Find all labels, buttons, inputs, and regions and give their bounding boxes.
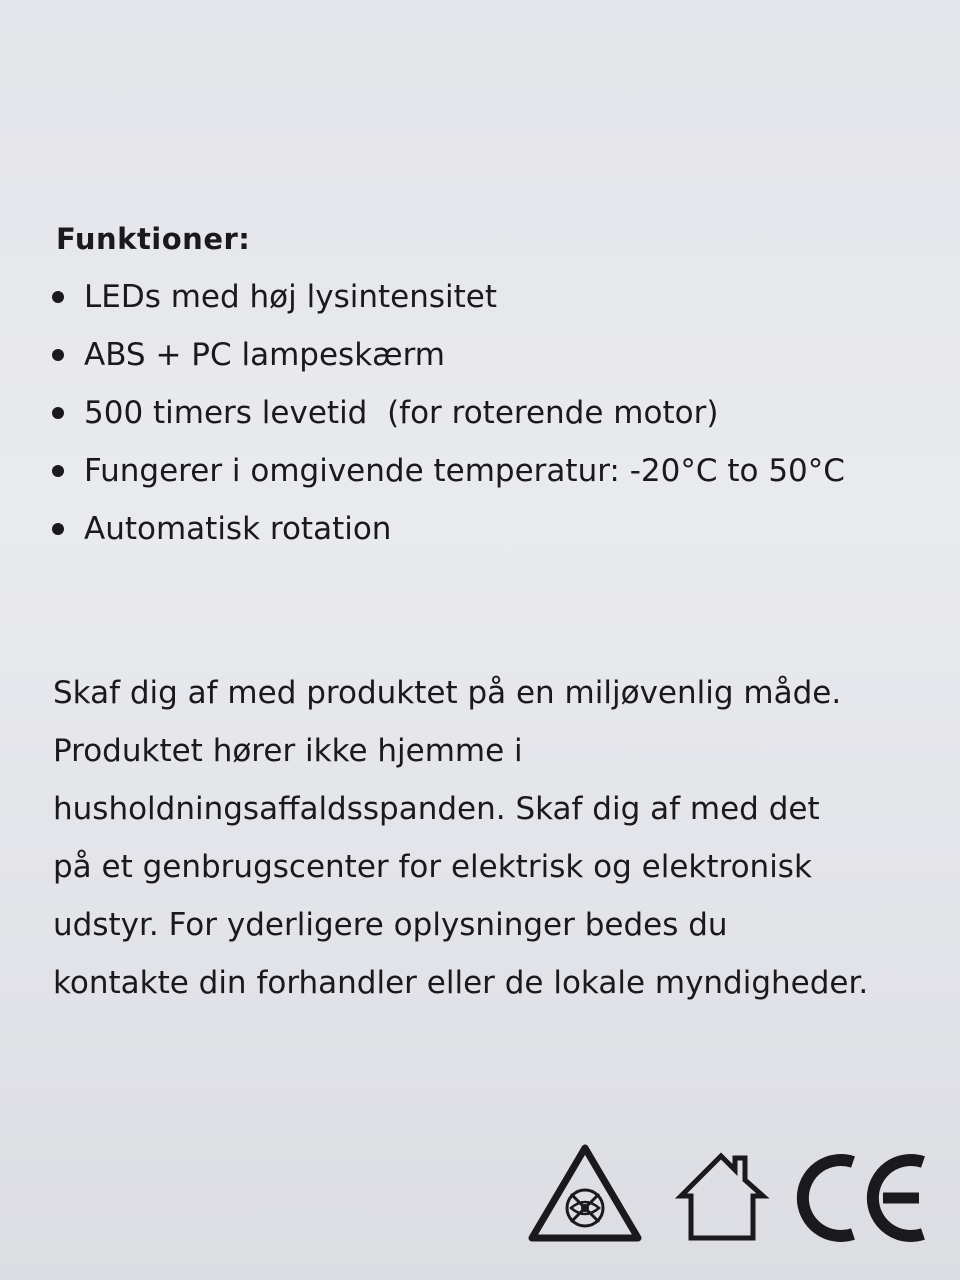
certification-symbols: [525, 1140, 935, 1250]
paragraph-line: husholdningsaffaldsspanden. Skaf dig af med det: [53, 791, 820, 827]
disposal-paragraph: [53, 664, 868, 1012]
list-item-text: LEDs med høj lysintensitet: [84, 279, 498, 315]
ce-mark-icon: [795, 1148, 935, 1248]
list-item-text: 500 timers levetid (for roterende motor): [84, 395, 719, 431]
warning-triangle-icon: [525, 1140, 645, 1245]
paragraph-line: Produktet hører ikke hjemme i: [53, 733, 523, 769]
paragraph-line: kontakte din forhandler eller de lokale myndigheder.: [53, 965, 869, 1001]
list-item: [52, 500, 845, 558]
list-item-text: ABS + PC lampeskærm: [84, 337, 445, 373]
paragraph-line: udstyr. For yderligere oplysninger bedes du: [53, 907, 728, 943]
bullet-icon: [52, 407, 64, 419]
paragraph-line: Skaf dig af med produktet på en miljøvenlig måde.: [53, 675, 842, 711]
list-item: [52, 268, 845, 326]
bullet-icon: [52, 465, 64, 477]
paragraph-line: på et genbrugscenter for elektrisk og elektronisk: [53, 849, 812, 885]
list-item: [52, 326, 845, 384]
list-item: [52, 384, 845, 442]
list-item: [52, 442, 845, 500]
indoor-use-house-icon: [673, 1146, 773, 1246]
functions-list: [52, 268, 845, 558]
list-item-text: Automatisk rotation: [84, 511, 392, 547]
functions-heading: Funktioner:: [56, 222, 251, 256]
bullet-icon: [52, 291, 64, 303]
bullet-icon: [52, 523, 64, 535]
bullet-icon: [52, 349, 64, 361]
list-item-text: Fungerer i omgivende temperatur: -20°C to 50°C: [84, 453, 845, 489]
